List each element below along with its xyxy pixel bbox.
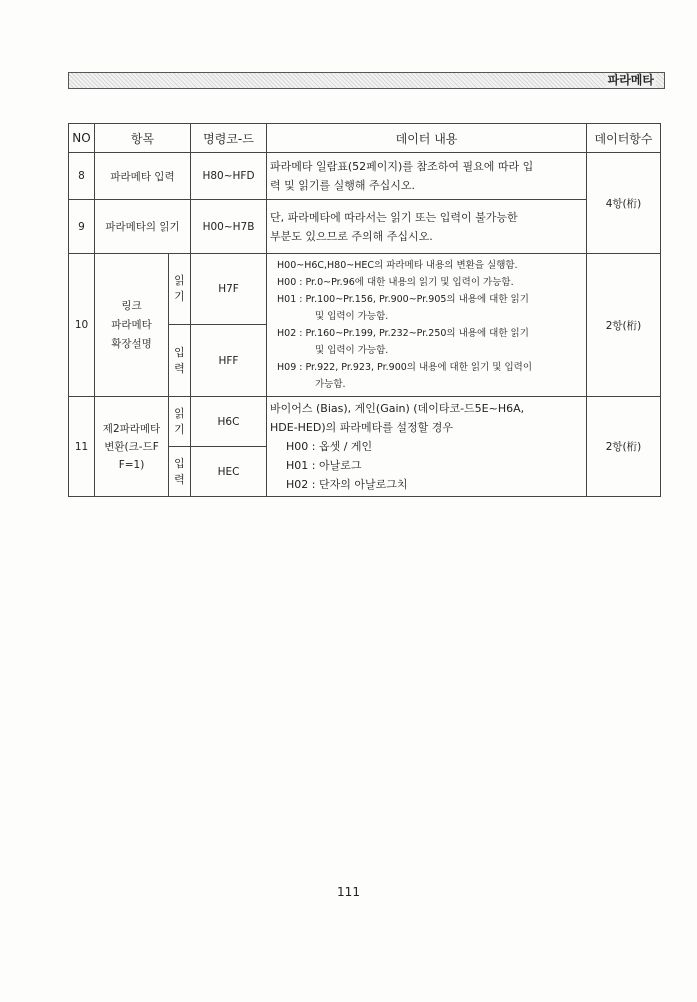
content-line: HDE-HED)의 파라메타를 설정할 경우 bbox=[270, 421, 454, 434]
row-count: 2항(桁) bbox=[587, 397, 661, 497]
write-label bbox=[169, 325, 191, 397]
row-code: H80~HFD bbox=[191, 153, 267, 200]
item-line: 링크 bbox=[121, 299, 142, 312]
item-line: 파라메타 bbox=[111, 318, 152, 331]
content-line: H00 : Pr.0~Pr.96에 대한 내용의 읽기 및 입력이 가능함. bbox=[277, 277, 514, 288]
content-line: H02 : Pr.160~Pr.199, Pr.232~Pr.250의 내용에 대한 읽기 bbox=[277, 328, 529, 339]
content-line: H01 : Pr.100~Pr.156, Pr.900~Pr.905의 내용에 대한 읽기 bbox=[277, 294, 529, 305]
row-no: 9 bbox=[69, 200, 95, 254]
content-line: H01 : 아날로그 bbox=[286, 459, 362, 472]
row-content bbox=[267, 153, 587, 200]
rw-char: 력 bbox=[174, 361, 185, 375]
content-line: H00 : 옵셋 / 게인 bbox=[286, 440, 373, 453]
col-header-content: 데이터 내용 bbox=[267, 124, 587, 153]
col-header-item: 항목 bbox=[95, 124, 191, 153]
table-row bbox=[69, 397, 661, 447]
section-header-bar bbox=[68, 72, 665, 89]
rw-char: 읽 bbox=[174, 406, 185, 420]
row-no: 10 bbox=[69, 254, 95, 397]
rw-char: 력 bbox=[174, 472, 185, 486]
row-code: H00~H7B bbox=[191, 200, 267, 254]
content-line: 파라메타 일람표(52페이지)를 참조하여 필요에 따라 입 bbox=[270, 160, 534, 173]
content-line: 가능함. bbox=[315, 379, 346, 390]
col-header-count: 데이터항수 bbox=[587, 124, 661, 153]
content-line: 력 및 읽기를 실행해 주십시오. bbox=[270, 179, 415, 192]
row-item bbox=[95, 254, 169, 397]
content-line: H09 : Pr.922, Pr.923, Pr.900의 내용에 대한 읽기 및 입력이 bbox=[277, 362, 533, 373]
row-no: 8 bbox=[69, 153, 95, 200]
item-line: 확장설명 bbox=[111, 337, 152, 350]
item-line: 제2파라메타 bbox=[102, 422, 161, 435]
row-no: 11 bbox=[69, 397, 95, 497]
rw-char: 기 bbox=[174, 290, 185, 303]
col-header-no: NO bbox=[69, 124, 95, 153]
row-item bbox=[95, 397, 169, 497]
content-line: 바이어스 (Bias), 게인(Gain) (데이타코-드5E~H6A, bbox=[270, 402, 525, 415]
read-label bbox=[169, 254, 191, 325]
content-line: H02 : 단자의 아날로그치 bbox=[286, 478, 408, 491]
row-count: 2항(桁) bbox=[587, 254, 661, 397]
content-line: 및 입력이 가능함. bbox=[315, 345, 389, 356]
row-content bbox=[267, 254, 587, 397]
rw-char: 입 bbox=[174, 345, 185, 359]
table-row bbox=[69, 200, 661, 254]
section-title: 파라메타 bbox=[607, 73, 654, 87]
row-content bbox=[267, 397, 587, 497]
row-content bbox=[267, 200, 587, 254]
row-code: HFF bbox=[191, 325, 267, 397]
content-line: H00~H6C,H80~HEC의 파라메타 내용의 변환을 실행함. bbox=[277, 260, 518, 271]
table-row bbox=[69, 254, 661, 325]
read-label bbox=[169, 397, 191, 447]
rw-char: 입 bbox=[174, 456, 185, 470]
table-row bbox=[69, 153, 661, 200]
content-line: 단, 파라메타에 따라서는 읽기 또는 입력이 불가능한 bbox=[270, 210, 518, 224]
write-label bbox=[169, 447, 191, 497]
row-code: HEC bbox=[191, 447, 267, 497]
col-header-code: 명령코-드 bbox=[191, 124, 267, 153]
table-header-row bbox=[69, 124, 661, 153]
page-number: 111 bbox=[337, 885, 360, 899]
parameter-table bbox=[68, 123, 661, 497]
rw-char: 기 bbox=[174, 422, 185, 436]
content-line: 및 입력이 가능함. bbox=[315, 311, 389, 322]
item-line: F=1) bbox=[118, 458, 145, 471]
row-item: 파라메타 입력 bbox=[95, 153, 191, 200]
row-code: H7F bbox=[191, 254, 267, 325]
row-item: 파라메타의 읽기 bbox=[95, 200, 191, 254]
row-count: 4항(桁) bbox=[587, 153, 661, 254]
content-line: 부분도 있으므로 주의해 주십시오. bbox=[270, 229, 433, 243]
rw-char: 읽 bbox=[174, 274, 185, 287]
row-code: H6C bbox=[191, 397, 267, 447]
item-line: 변환(크-드F bbox=[104, 440, 159, 453]
